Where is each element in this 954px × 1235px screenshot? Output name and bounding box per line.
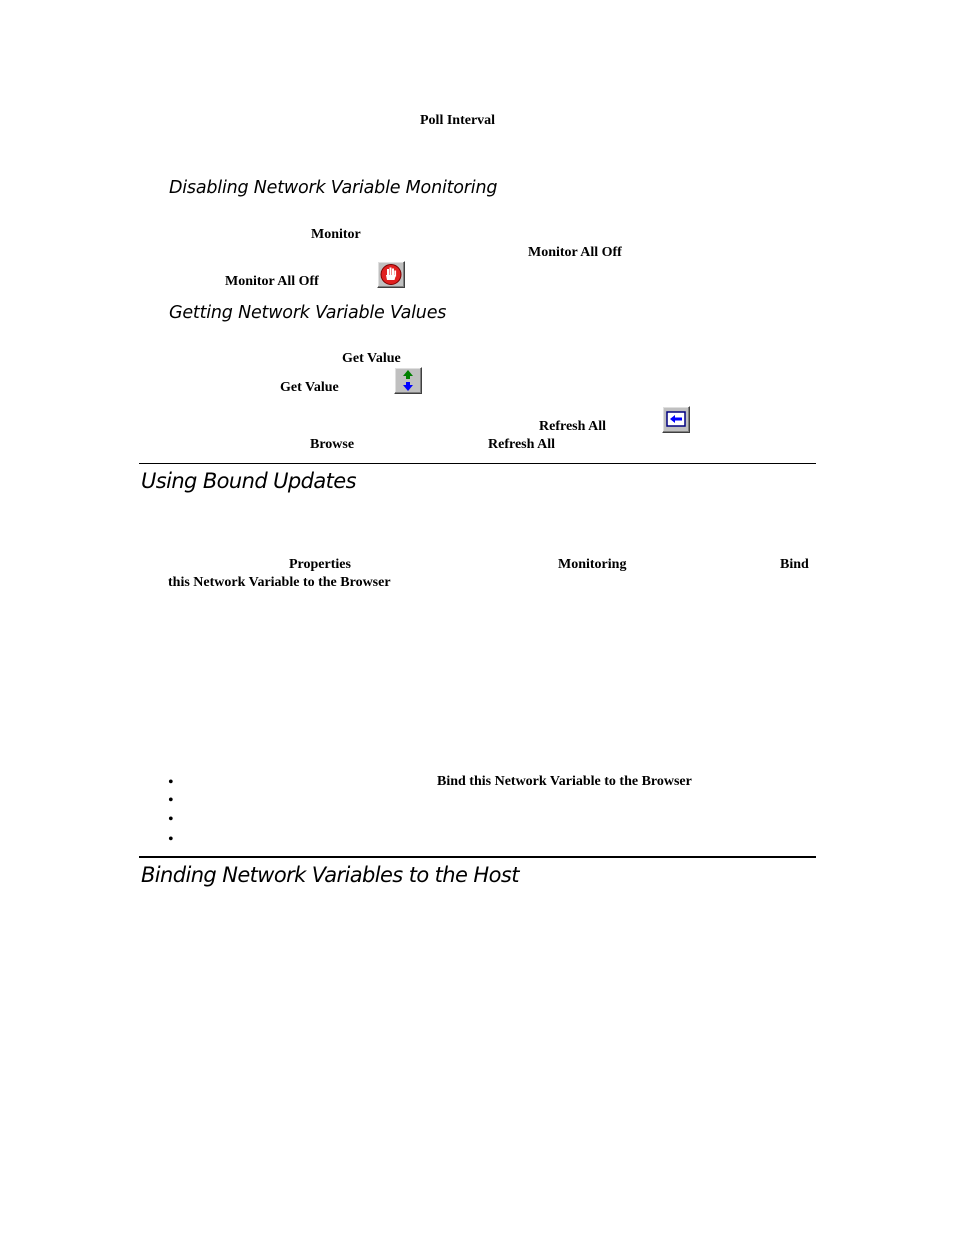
heading-getting-values: Getting Network Variable Values (169, 303, 447, 323)
bullet-marker: • (168, 811, 174, 828)
heading-disabling-monitoring: Disabling Network Variable Monitoring (169, 178, 498, 198)
monitor-all-off-label: Monitor All Off (528, 245, 622, 260)
refresh-all-icon (662, 406, 690, 433)
properties-label: Properties (289, 557, 351, 572)
bind-label-part2: this Network Variable to the Browser (168, 575, 391, 590)
section-divider-binding-host (139, 856, 816, 858)
monitor-label: Monitor (311, 227, 361, 242)
section-divider-bound-updates (139, 463, 816, 464)
bullet-marker: • (168, 831, 174, 848)
heading-using-bound-updates: Using Bound Updates (141, 469, 356, 493)
browse-label: Browse (310, 437, 355, 452)
heading-binding-to-host: Binding Network Variables to the Host (141, 863, 519, 887)
bullet-item-bind-label: Bind this Network Variable to the Browser (437, 774, 692, 789)
bullet-marker: • (168, 792, 174, 809)
bullet-marker: • (168, 774, 174, 791)
get-value-label-2: Get Value (280, 380, 339, 395)
get-value-arrows-icon (394, 367, 422, 394)
poll-interval-label: Poll Interval (420, 113, 496, 128)
monitoring-label: Monitoring (558, 557, 627, 572)
get-value-label: Get Value (342, 351, 401, 366)
refresh-all-label: Refresh All (539, 419, 607, 434)
bind-label-part1: Bind (780, 557, 809, 572)
monitor-all-off-label-2: Monitor All Off (225, 274, 319, 289)
stop-hand-icon (377, 261, 405, 288)
refresh-all-label-2: Refresh All (488, 437, 556, 452)
